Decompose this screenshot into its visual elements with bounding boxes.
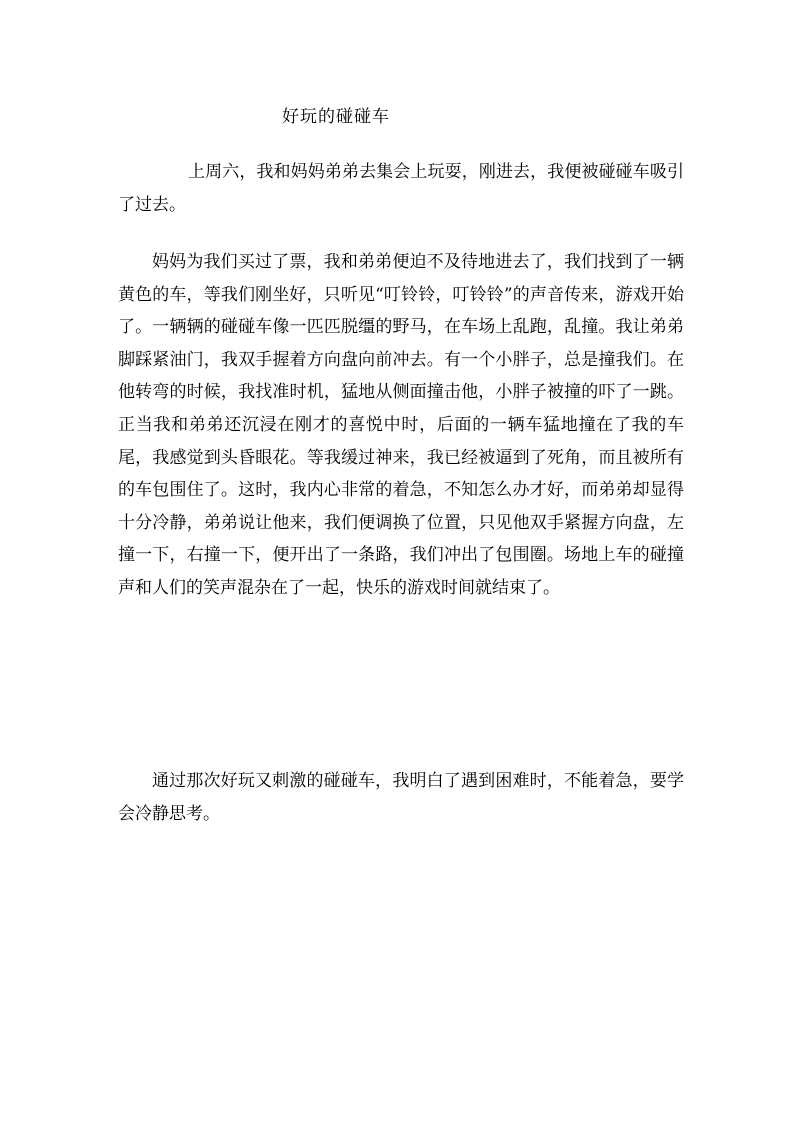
paragraph-1: 上周六，我和妈妈弟弟去集会上玩耍，刚进去，我便被碰碰车吸引了过去。 <box>118 162 684 215</box>
paragraph-3: 通过那次好玩又刺激的碰碰车，我明白了遇到困难时，不能着急，要学会冷静思考。 <box>118 771 684 824</box>
paragraph-2: 妈妈为我们买过了票，我和弟弟便迫不及待地进去了，我们找到了一辆黄色的车，等我们刚坐好，只听见“叮铃铃，叮铃铃”的声音传来，游戏开始了。一辆辆的碰碰车像一匹匹脱缰的野马，在车场上乱跑，乱撞。我让弟弟脚踩紧油门，我双手握着方向盘向前冲去。有一个小胖子，总是撞我们。在他转弯的时候，我找准时机，猛地从侧面撞击他，小胖子被撞的吓了一跳。正当我和弟弟还沉浸在刚才的喜悦中时，后面的一辆车猛地撞在了我的车尾，我感觉到头昏眼花。等我缓过神来，我已经被逼到了死角，而且被所有的车包围住了。这时，我内心非常的着急，不知怎么办才好，而弟弟却显得十分冷静，弟弟说让他来，我们便调换了位置，只见他双手紧握方向盘，左撞一下，右撞一下，便开出了一条路，我们冲出了包围圈。场地上车的碰撞声和人们的笑声混杂在了一起，快乐的游戏时间就结束了。 <box>118 252 684 598</box>
document-title: 好玩的碰碰车 <box>282 107 390 127</box>
